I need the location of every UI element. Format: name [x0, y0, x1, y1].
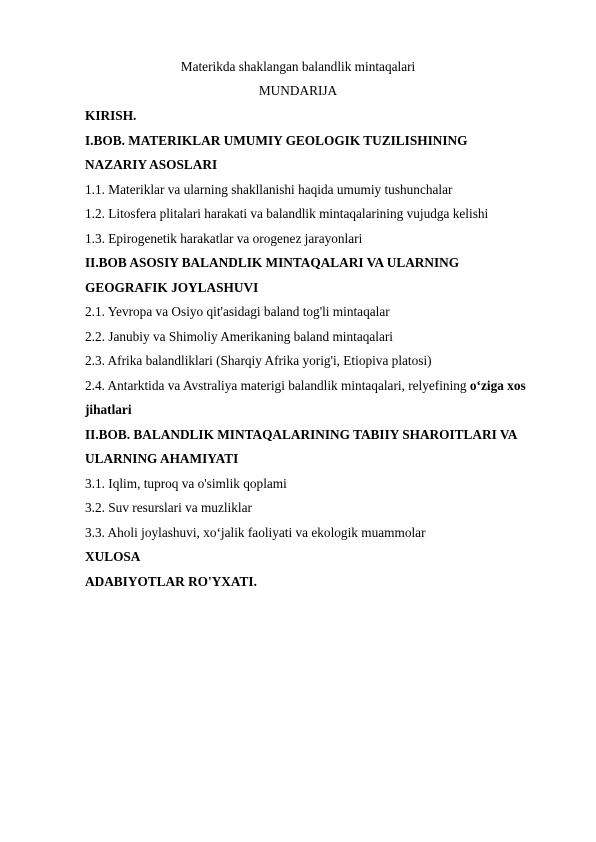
toc-section-2-4-bold: o‘ziga xos — [469, 377, 526, 393]
toc-section-3-1: 3.1. Iqlim, tuproq va o'simlik qoplami — [85, 475, 287, 491]
toc-section-1-2: 1.2. Litosfera plitalari harakati va balandlik mintaqalarining vujudga kelishi — [85, 206, 489, 221]
toc-section-3-2: 3.2. Suv resurslari va muzliklar — [85, 500, 252, 515]
toc-section-1-3: 1.3. Epirogenetik harakatlar va orogenez jarayonlari — [85, 230, 363, 246]
toc-section-3-3: 3.3. Aholi joylashuvi, xo‘jalik faoliyati va ekologik muammolar — [85, 524, 426, 540]
table-of-contents — [85, 108, 565, 598]
toc-chapter-2-line-2: GEOGRAFIK JOYLASHUVI — [85, 279, 259, 295]
toc-chapter-3-line-1: II.BOB. BALANDLIK MINTAQALARINING TABIIY SHAROITLARI VA — [85, 426, 518, 442]
toc-chapter-1-line-2: NAZARIY ASOSLARI — [85, 157, 218, 172]
toc-section-2-2: 2.2. Janubiy va Shimoliy Amerikaning baland mintaqalari — [85, 328, 393, 344]
toc-section-2-3: 2.3. Afrika balandliklari (Sharqiy Afrika yorig'i, Etiopiva platosi) — [85, 353, 432, 368]
toc-section-1-1: 1.1. Materiklar va ularning shakllanishi haqida umumiy tushunchalar — [85, 181, 453, 197]
toc-section-2-4-continuation: jihatlari — [85, 402, 132, 417]
toc-chapter-2-line-1: II.BOB ASOSIY BALANDLIK MINTAQALARI VA ULARNING — [85, 255, 460, 270]
toc-intro: KIRISH. — [85, 108, 137, 123]
toc-chapter-1-line-1: I.BOB. MATERIKLAR UMUMIY GEOLOGIK TUZILISHINING — [85, 132, 468, 148]
toc-references: ADABIYOTLAR RO'YXATI. — [85, 573, 257, 589]
document-title: Materikda shaklangan balandlik mintaqalari — [180, 59, 416, 74]
toc-chapter-3-line-2: ULARNING AHAMIYATI — [85, 451, 239, 466]
toc-section-2-4-text: 2.4. Antarktida va Avstraliya materigi balandlik mintaqalari, relyefining — [85, 377, 470, 393]
toc-conclusion: XULOSA — [85, 549, 141, 564]
toc-section-2-4 — [85, 378, 565, 403]
toc-section-2-1: 2.1. Yevropa va Osiyo qit'asidagi baland tog'li mintaqalar — [85, 304, 390, 319]
toc-heading: MUNDARIJA — [258, 83, 338, 98]
